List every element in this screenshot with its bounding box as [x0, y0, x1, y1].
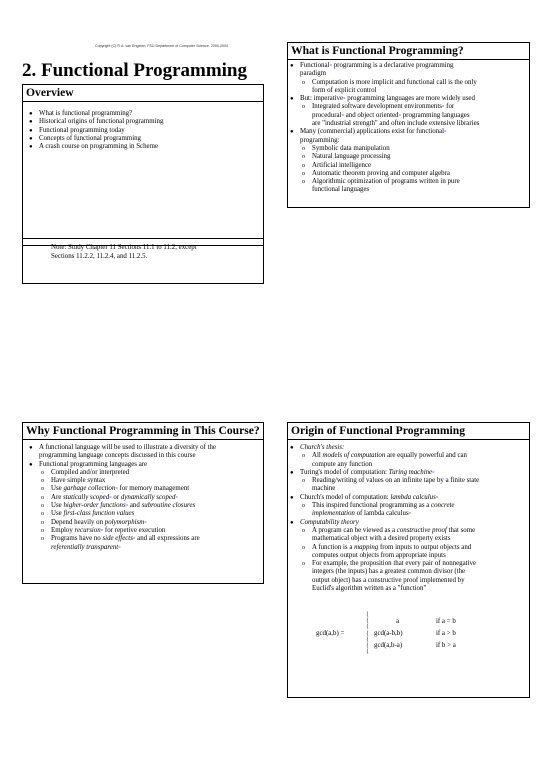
bullet-icon: ●: [290, 63, 294, 69]
what-is-fp-slide: [287, 42, 530, 208]
sub-bullet-icon: o: [41, 519, 44, 526]
bullet-icon: ●: [29, 144, 33, 151]
link-marker-icon: »: [125, 503, 129, 509]
list-item: o Use garbage collection» for memory management: [41, 485, 190, 493]
why-fp-list: [23, 444, 263, 552]
sub-bullet-icon: o: [41, 503, 44, 510]
formula-case-expr: gcd(a,b-a): [374, 642, 403, 649]
link-marker-icon: »: [398, 112, 401, 118]
list-item: ● Concepts of functional programming: [29, 134, 141, 142]
sub-bullet-icon: o: [41, 469, 44, 476]
link-marker-icon: »: [341, 112, 344, 118]
link-marker-icon: »: [115, 486, 118, 492]
list-item: o Reading/writing of values on an infinite tape by a finite state machine: [302, 477, 480, 493]
formula-brace: { { { { { { {: [366, 612, 369, 656]
why-fp-slide: [22, 422, 264, 584]
sub-bullet-icon: o: [302, 544, 305, 551]
origin-fp-list: [288, 444, 529, 593]
list-item: o Symbolic data manipulation: [302, 144, 390, 152]
list-item: ● Computability theory: [290, 518, 359, 526]
bullet-icon: ●: [29, 119, 33, 126]
link-marker-icon: »: [435, 494, 439, 500]
sub-bullet-icon: o: [41, 478, 44, 485]
gcd-formula: [316, 612, 516, 658]
list-item: o For example, the proposition that every pair of nonnegative integers (the inputs) has a greatest common divisor (the output object) has a constructive proof implemented by Euclid's algorithm written as a "function": [302, 560, 476, 593]
formula-case-expr: a: [396, 618, 400, 625]
bullet-icon: ●: [290, 129, 294, 136]
why-fp-heading: Why Functional Programming in This Course?: [23, 423, 263, 440]
list-item: o Use first-class function values: [41, 510, 135, 518]
note-line: Note: Study Chapter 11 Sections 11.1 to 11.2, except: [51, 244, 197, 251]
link-marker-icon: »: [109, 494, 112, 500]
sub-bullet-icon: o: [302, 145, 305, 152]
formula-case-cond: if b > a: [436, 642, 456, 649]
link-marker-icon: »: [175, 494, 178, 500]
list-item: ● Functional programming languages are: [29, 460, 148, 468]
list-item: ● What is functional programming?: [29, 110, 133, 117]
chapter-title: 2. Functional Programming: [22, 60, 248, 81]
list-item: ● Church's thesis:: [290, 444, 345, 451]
sub-bullet-icon: o: [41, 511, 44, 518]
note-line: Sections 11.2.2, 11.2.4, and 11.2.5.: [51, 252, 148, 260]
sub-bullet-icon: o: [302, 478, 305, 485]
list-item: ● But: imperative» programming languages are more widely used: [290, 95, 475, 103]
formula-case-expr: gcd(a-b,b): [374, 630, 403, 637]
bullet-icon: ●: [290, 445, 294, 451]
link-marker-icon: »: [144, 519, 147, 525]
origin-fp-slide: [287, 422, 530, 698]
sub-bullet-icon: o: [302, 170, 305, 177]
link-marker-icon: »: [432, 469, 435, 475]
list-item: ● Functional programming today: [29, 126, 125, 134]
sub-bullet-icon: o: [302, 179, 305, 186]
sub-bullet-icon: o: [41, 486, 44, 493]
list-item: ● A functional language will be used to illustrate a diversity of the programming language concepts discussed in this course: [29, 444, 217, 460]
sub-bullet-icon: o: [302, 453, 305, 460]
bullet-icon: ●: [290, 96, 294, 103]
origin-fp-heading: Origin of Functional Programming: [288, 423, 529, 440]
bullet-icon: ●: [290, 494, 294, 501]
link-marker-icon: »: [100, 527, 104, 533]
list-item: o Compiled and/or interpreted: [41, 468, 130, 476]
list-item: o A program can be viewed as a constructive proof that some mathematical object with a desired property exists: [302, 526, 476, 543]
overview-slide: [22, 84, 264, 246]
list-item: o Artificial intelligence: [302, 161, 372, 169]
list-item: o Programs have no side effects» and all expressions are referentially transparent»: [41, 535, 200, 551]
link-marker-icon: »: [118, 544, 121, 550]
bullet-icon: ●: [29, 135, 33, 142]
sub-bullet-icon: o: [302, 503, 305, 510]
overview-heading: Overview: [23, 85, 263, 102]
bullet-icon: ●: [290, 519, 294, 526]
list-item: o Automatic theorem proving and computer algebra: [302, 169, 450, 177]
formula-lhs: gcd(a,b) =: [316, 630, 345, 637]
bullet-icon: ●: [29, 445, 33, 451]
list-item: o A function is a mapping from inputs to output objects and computes output objects from appropriate inputs: [302, 543, 472, 559]
bullet-icon: ●: [29, 127, 33, 134]
list-item: o Computation is more implicit and functional call is the only form of explicit control: [302, 78, 477, 94]
list-item: o Are statically scoped» or dynamically scoped»: [41, 493, 178, 501]
list-item: ● Historical origins of functional programming: [29, 118, 164, 126]
formula-case-cond: if a > b: [436, 630, 456, 637]
list-item: o Algorithmic optimization of programs written in pure functional languages: [302, 178, 460, 194]
link-marker-icon: »: [343, 96, 346, 102]
list-item: ● Functional» programming is a declarative programming paradigm: [290, 62, 454, 78]
list-item: ● Many (commercial) applications exist for functional» programming:: [290, 128, 447, 144]
bullet-icon: ●: [290, 469, 294, 476]
sub-bullet-icon: o: [41, 536, 44, 543]
copyright-notice: Copyright (C) R.A. van Engelen, FSU Department of Computer Science, 2000-2004: [95, 44, 229, 48]
list-item: ● Turing's model of computation: Turing machine»: [290, 468, 435, 476]
list-item: ● Church's model of computation: lambda calculus»: [290, 493, 439, 501]
what-is-fp-heading: What is Functional Programming?: [288, 43, 529, 60]
sub-bullet-icon: o: [302, 154, 305, 161]
sub-bullet-icon: o: [41, 494, 44, 501]
list-item: o Have simple syntax: [41, 477, 106, 485]
link-marker-icon: »: [132, 536, 136, 542]
list-item: o All models of computation are equally powerful and can compute any function: [302, 452, 468, 468]
overview-list: [23, 110, 263, 151]
link-marker-icon: »: [408, 511, 412, 517]
list-item: o Use higher-order functions» and subroutine closures: [41, 502, 196, 510]
list-item: o Employ recursion» for repetive execution: [41, 526, 166, 534]
list-item: o Integrated software development environments» for procedural» and object oriented» programming languages are "industrial strength" and often include extensive libraries: [302, 103, 480, 128]
sub-bullet-icon: o: [302, 527, 305, 534]
overview-note: [22, 238, 264, 284]
list-item: ● A crash course on programming in Scheme: [29, 143, 159, 151]
sub-bullet-icon: o: [302, 162, 305, 169]
list-item: o This inspired functional programming as a concrete implementation of lambda calculus»: [302, 502, 455, 518]
list-item: o Natural language processing: [302, 153, 391, 161]
link-marker-icon: »: [441, 104, 445, 110]
sub-bullet-icon: o: [302, 79, 305, 86]
list-item: o Depend heavily on polymorphism»: [41, 518, 147, 526]
sub-bullet-icon: o: [302, 561, 305, 568]
formula-case-cond: if a = b: [436, 618, 456, 625]
bullet-icon: ●: [29, 461, 33, 468]
link-marker-icon: »: [329, 63, 332, 68]
what-is-fp-list: [288, 62, 529, 195]
sub-bullet-icon: o: [41, 527, 44, 534]
bullet-icon: ●: [29, 111, 33, 117]
sub-bullet-icon: o: [302, 104, 305, 111]
link-marker-icon: »: [444, 129, 447, 135]
